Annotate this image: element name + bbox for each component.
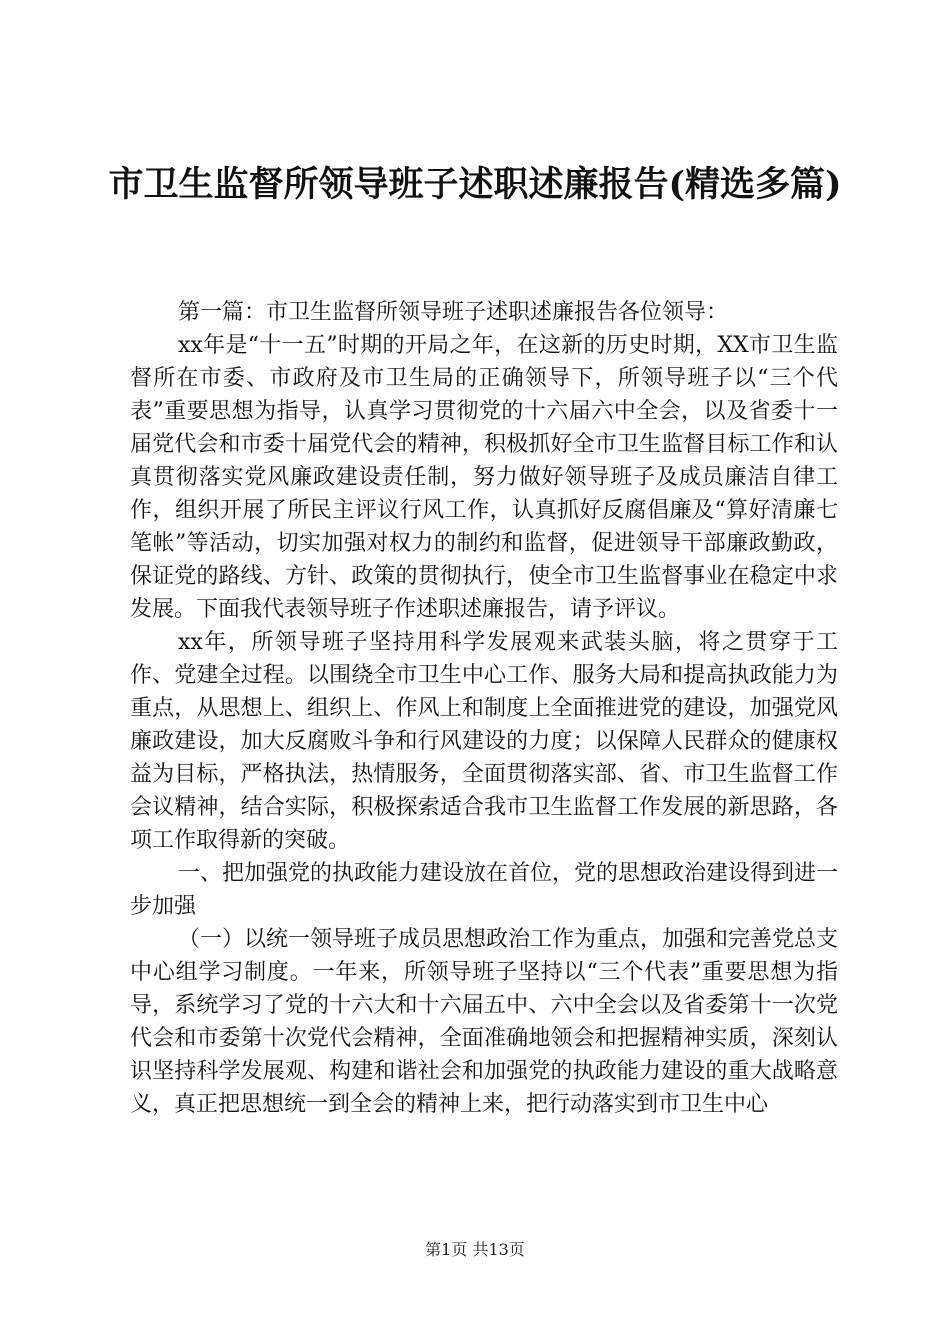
section-heading-1: 一、把加强党的执政能力建设放在首位，党的思想政治建设得到进一步加强	[130, 861, 839, 919]
paragraph-1: xx年是“十一五”时期的开局之年，在这新的历史时期，XX市卫生监督所在市委、市政府及市卫生局的正确领导下，所领导班子以“三个代表”重要思想为指导，认真学习贯彻党的十六届六中全会，以及省委十一届党代会和市委十届党代会的精神，积极抓好全市卫生监督目标工作和认真贯彻落实党风廉政建设责任制，努力做好领导班子及成员廉洁自律工作，组织开展了所民主评议行风工作，认真抓好反腐倡廉及“算好清廉七笔帐”等活动，切实加强对权力的制约和监督，促进领导干部廉政勤政，保证党的路线、方针、政策的贯彻执行，使全市卫生监督事业在稳定中求发展。下面我代表领导班子作述职述廉报告，请予评议。	[130, 333, 838, 622]
paragraph-intro: 第一篇：市卫生监督所领导班子述职述廉报告各位领导：	[178, 300, 729, 325]
paragraph-2: xx年，所领导班子坚持用科学发展观来武装头脑，将之贯穿于工作、党建全过程。以围绕全市卫生中心工作、服务大局和提高执政能力为重点，从思想上、组织上、作风上和制度上全面推进党的建设，加强党风廉政建设，加大反腐败斗争和行风建设的力度；以保障人民群众的健康权益为目标，严格执法，热情服务，全面贯彻落实部、省、市卫生监督工作会议精神，结合实际，积极探索适合我市卫生监督工作发展的新思路，各项工作取得新的突破。	[130, 630, 838, 853]
page-footer: 第1页 共13页	[425, 1240, 525, 1259]
document-body	[130, 296, 838, 1121]
document-title: 市卫生监督所领导班子述职述廉报告(精选多篇)	[108, 164, 842, 205]
paragraph-3: （一）以统一领导班子成员思想政治工作为重点，加强和完善党总支中心组学习制度。一年来，所领导班子坚持以“三个代表”重要思想为指导，系统学习了党的十六大和十六届五中、六中全会以及省委第十一次党代会和市委第十次党代会精神，全面准确地领会和把握精神实质，深刻认识坚持科学发展观、构建和谐社会和加强党的执政能力建设的重大战略意义，真正把思想统一到全会的精神上来，把行动落实到市卫生中心	[130, 927, 839, 1117]
